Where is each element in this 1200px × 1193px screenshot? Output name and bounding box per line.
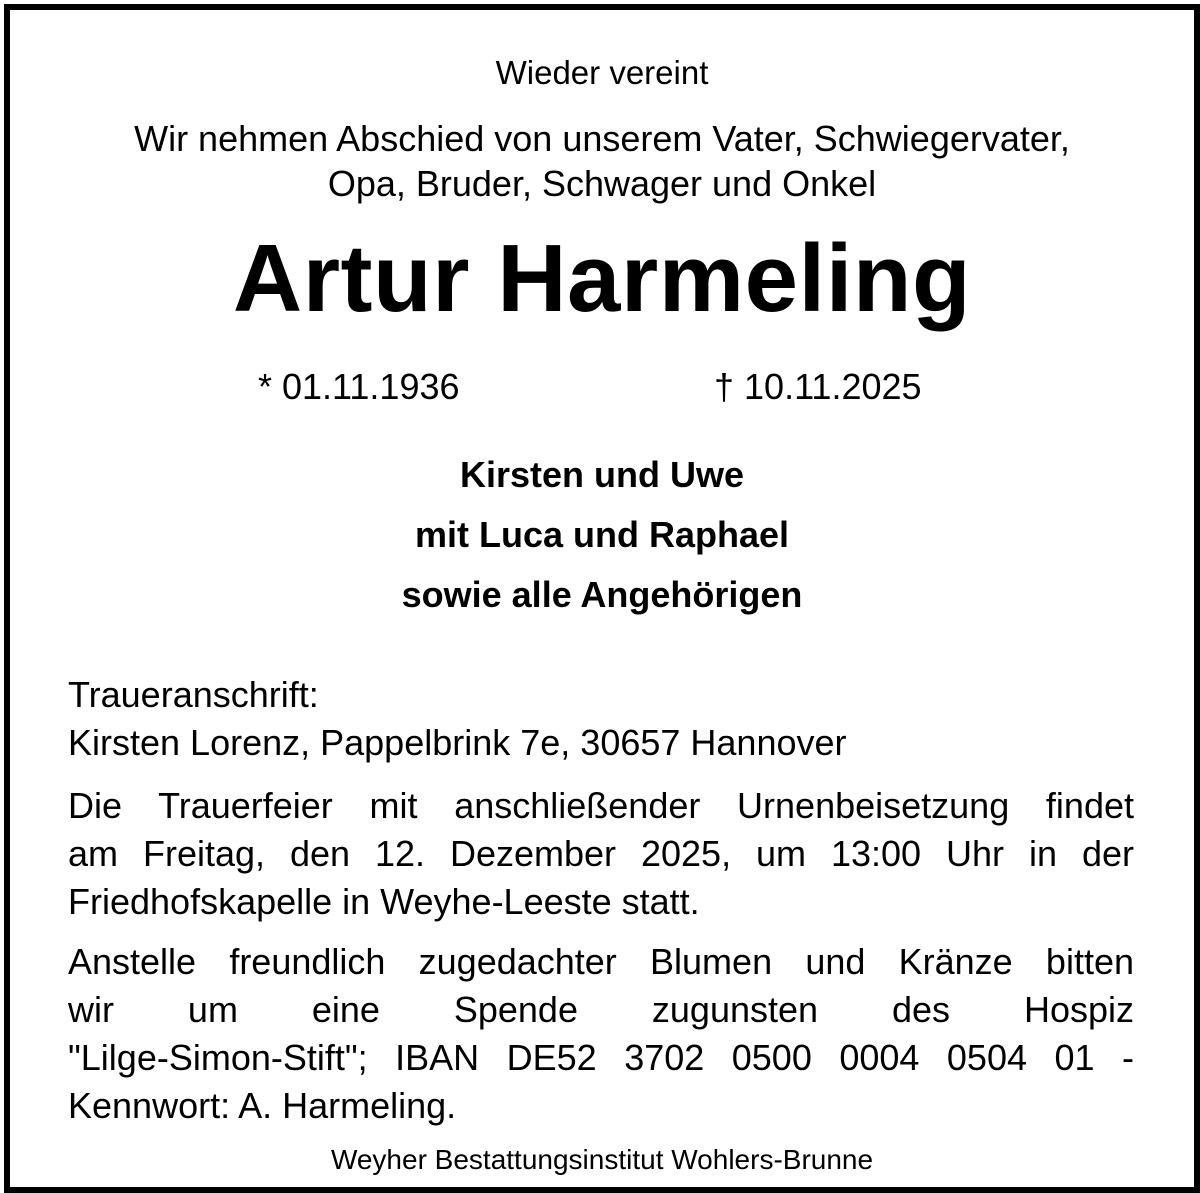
obituary-notice	[4, 4, 1200, 1193]
funeral-home: Weyher Bestattungsinstitut Wohlers-Brunne	[330, 1144, 874, 1175]
ceremony-line: am Freitag, den 12. Dezember 2025, um 13:00 Uhr in der	[68, 833, 1134, 874]
donation-line: "Lilge-Simon-Stift"; IBAN DE52 3702 0500 0004 0504 01 -	[68, 1037, 1134, 1078]
donation-line: wir um eine Spende zugunsten des Hospiz	[68, 989, 1134, 1030]
mourning-address	[68, 671, 1134, 767]
death-date: † 10.11.2025	[714, 366, 922, 407]
birth-date: * 01.11.1936	[258, 366, 460, 407]
family-line: sowie alle Angehörigen	[401, 574, 803, 615]
intro-line: Opa, Bruder, Schwager und Onkel	[327, 163, 877, 204]
ceremony-line: Friedhofskapelle in Weyhe-Leeste statt.	[68, 881, 700, 922]
family-line: mit Luca und Raphael	[414, 514, 790, 555]
address-label: Traueranschrift:	[68, 674, 319, 715]
ceremony-line: Die Trauerfeier mit anschließender Urnenbeisetzung findet	[68, 785, 1134, 826]
deceased-name: Artur Harmeling	[232, 225, 972, 332]
donation-line: Anstelle freundlich zugedachter Blumen und Kränze bitten	[68, 941, 1134, 982]
donation-line: Kennwort: A. Harmeling.	[68, 1085, 457, 1126]
ceremony-info	[68, 782, 1134, 926]
notice-heading: Wieder vereint	[495, 54, 709, 91]
address-line: Kirsten Lorenz, Pappelbrink 7e, 30657 Hannover	[68, 722, 847, 763]
intro-line: Wir nehmen Abschied von unserem Vater, Schwiegervater,	[134, 118, 1070, 159]
family-line: Kirsten und Uwe	[459, 454, 745, 495]
donation-info	[68, 938, 1134, 1130]
